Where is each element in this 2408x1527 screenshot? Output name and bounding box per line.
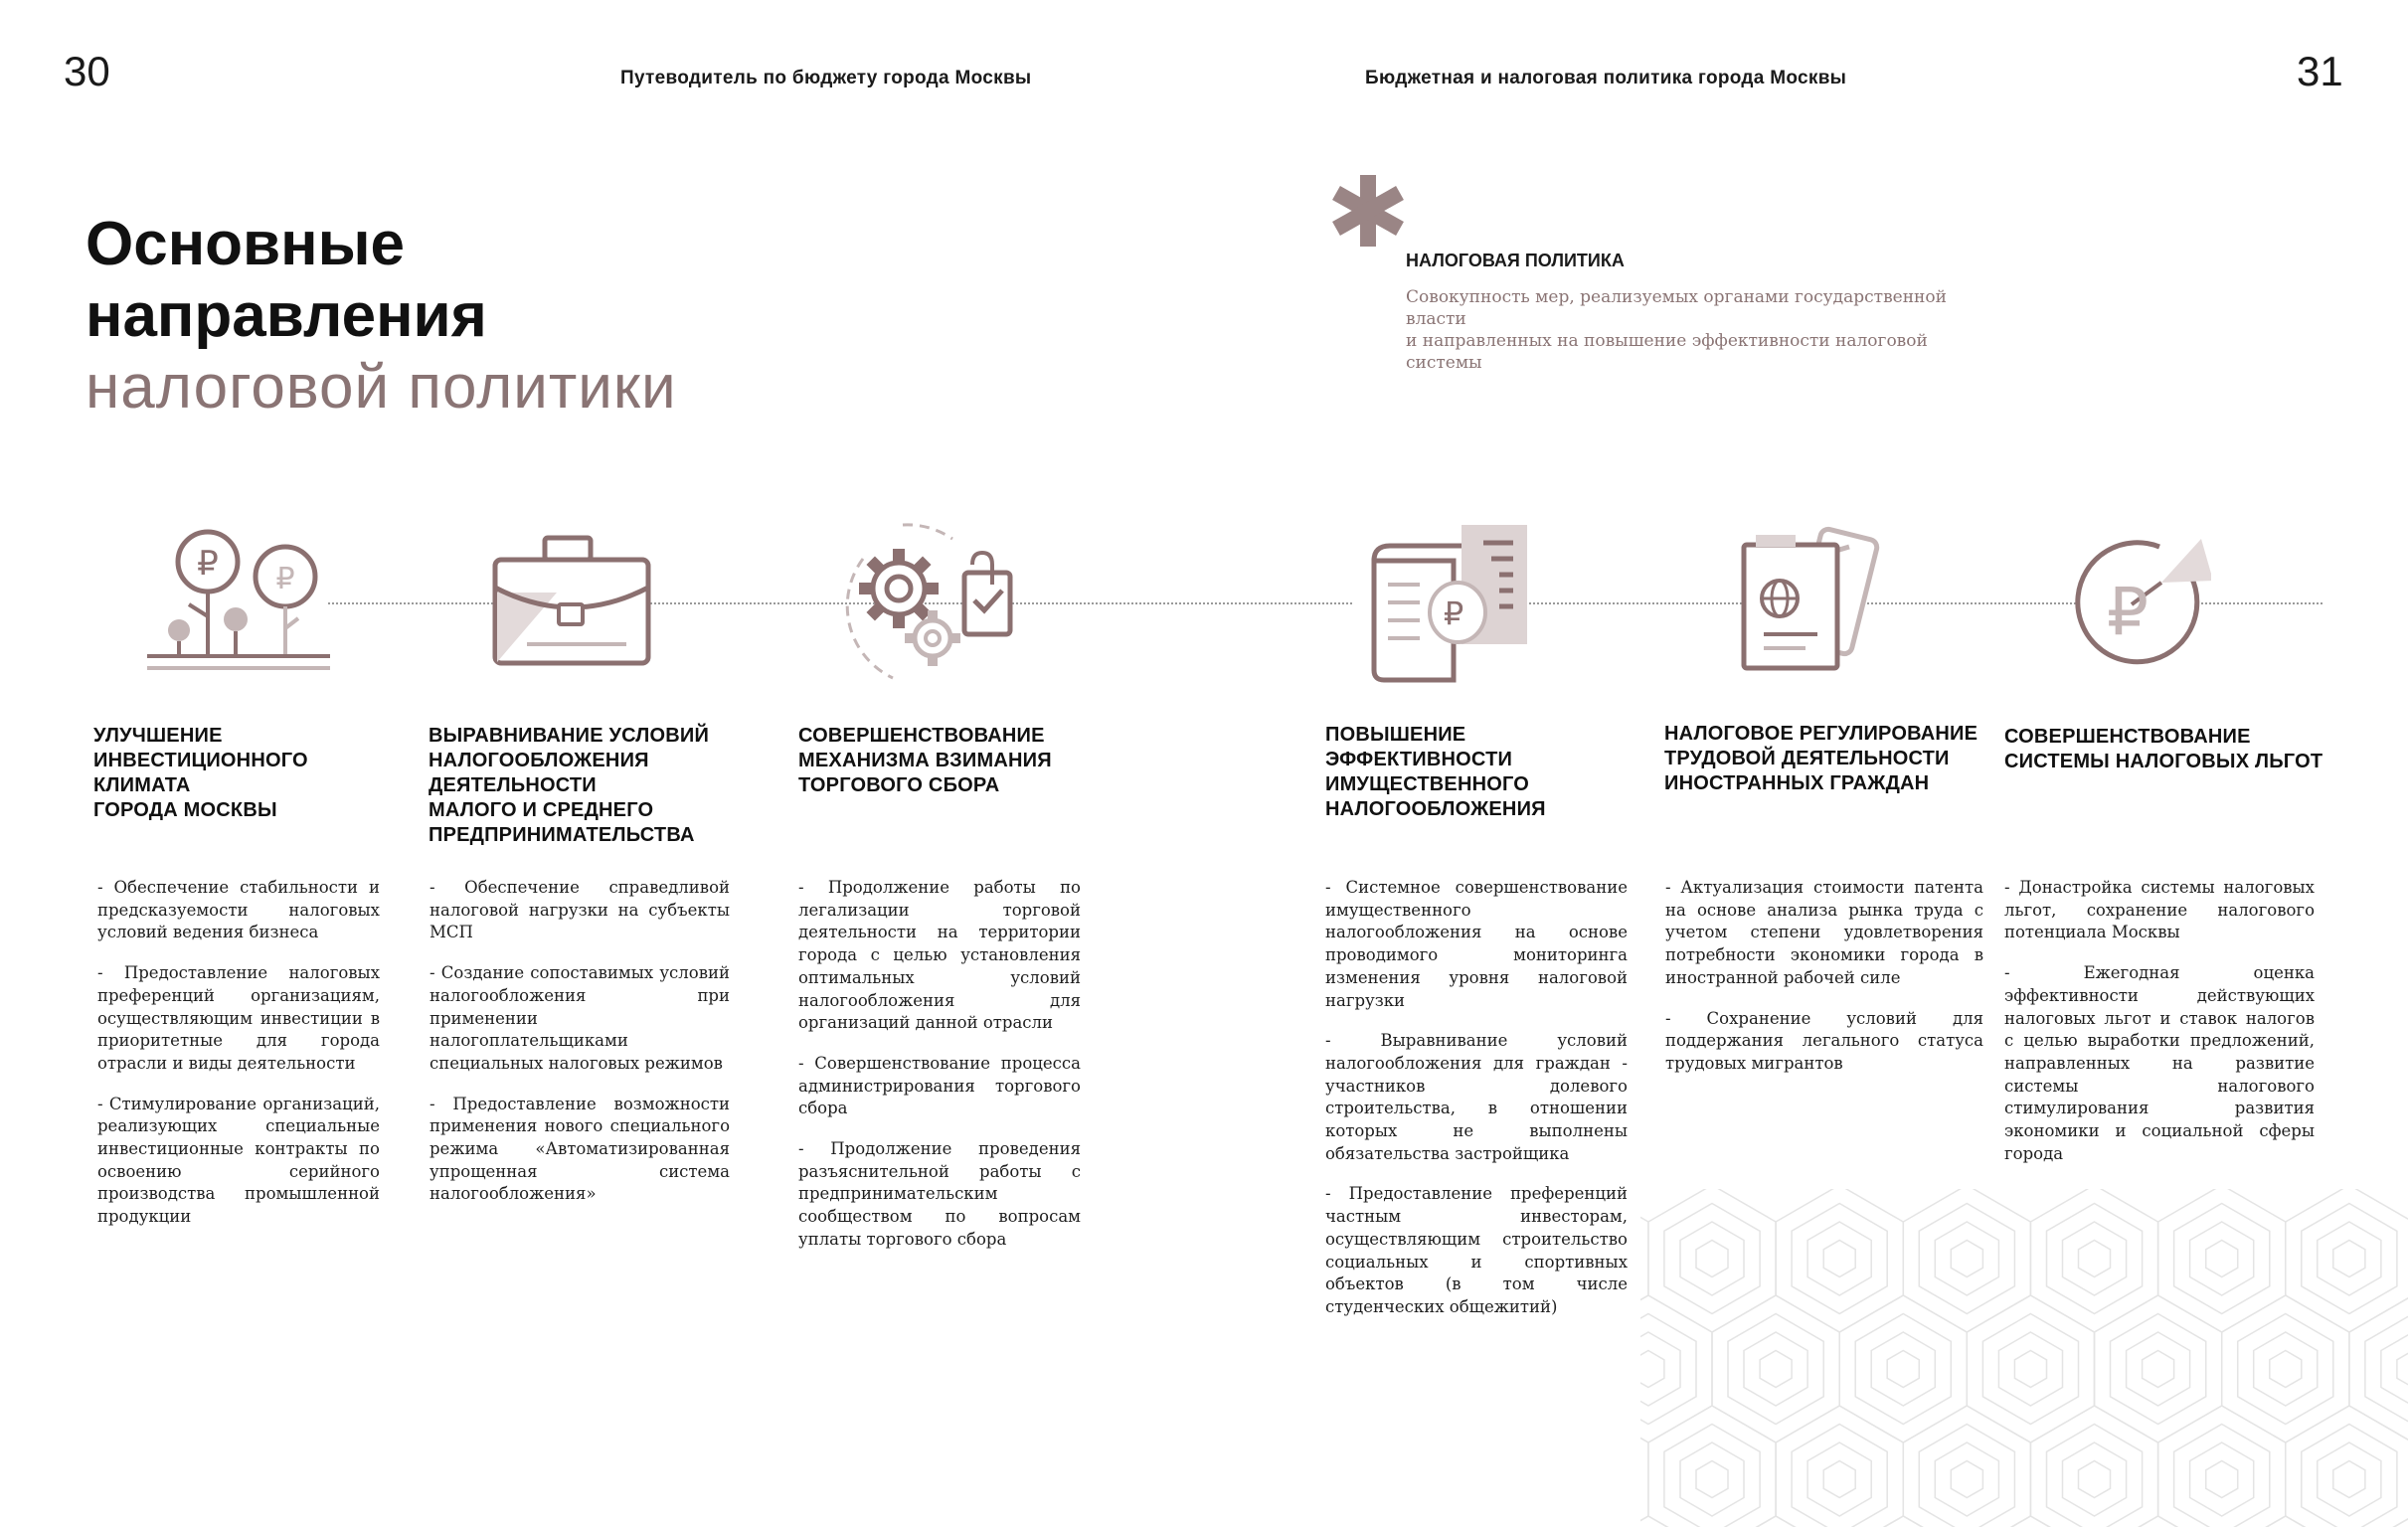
left-page-number: 30: [64, 48, 110, 94]
hexagon-ring: [1640, 1314, 1696, 1425]
hexagon-ring: [1640, 1189, 1648, 1332]
svg-text:₽: ₽: [197, 544, 219, 584]
column-1-heading-line-3: ГОРОДА МОСКВЫ: [93, 799, 277, 821]
hexagon-ring: [1648, 1189, 1776, 1332]
column-6-body: [2004, 877, 2315, 1183]
column-2-heading-line-4: МАЛОГО И СРЕДНЕГО: [429, 799, 654, 821]
hexagon-ring: [2206, 1241, 2238, 1277]
passport-ticket-icon: [1728, 523, 1887, 682]
hexagon-ring: [2381, 1332, 2408, 1406]
column-3-heading: [798, 724, 1117, 798]
hexagon-ring: [1871, 1332, 1935, 1406]
hexagon-ring: [2270, 1351, 2302, 1388]
page-title-line-1: Основные: [86, 210, 406, 278]
hexagon-ring: [2302, 1425, 2397, 1527]
hexagon-ring: [2190, 1222, 2254, 1295]
hexagon-ring: [1712, 1516, 1839, 1527]
money-tree-icon: [139, 517, 338, 676]
hexagon-ring: [1903, 1189, 2030, 1332]
hexagon-ring: [2174, 1425, 2270, 1527]
hexagon-ring: [2238, 1314, 2333, 1425]
briefcase-icon: [487, 533, 656, 672]
hexagon-ring: [1760, 1351, 1792, 1388]
hexagon-ring: [2095, 1516, 2222, 1527]
column-4-heading-line-1: ПОВЫШЕНИЕ ЭФФЕКТИВНОСТИ: [1325, 724, 1513, 770]
receipt-scroll-icon: [1362, 521, 1531, 685]
column-4-heading-line-2: ИМУЩЕСТВЕННОГО: [1325, 773, 1530, 795]
column-4-heading-line-3: НАЛОГООБЛОЖЕНИЯ: [1325, 798, 1546, 820]
hexagon-ring: [2397, 1351, 2408, 1388]
column-6-heading-line-1: СОВЕРШЕНСТВОВАНИЕ: [2004, 726, 2251, 748]
definition-text-line-1: Совокупность мер, реализуемых органами государственной власти: [1406, 287, 1947, 329]
hexagon-ring: [1744, 1332, 1807, 1406]
hexagon-ring: [1982, 1314, 2078, 1425]
hexagon-ring: [1680, 1442, 1744, 1516]
svg-text:₽: ₽: [1443, 594, 1464, 632]
hexagon-ring: [1696, 1461, 1728, 1498]
hexagon-ring: [2333, 1241, 2365, 1277]
hexagon-ring: [1887, 1351, 1919, 1388]
hexagon-ring: [1807, 1222, 1871, 1295]
ruble-pie-icon: [2062, 533, 2211, 672]
column-2-body: [430, 877, 730, 1224]
hexagon-ring: [2206, 1461, 2238, 1498]
column-2-item-1: - Обеспечение справедливой налоговой нагрузки на субъекты МСП: [430, 878, 730, 942]
hexagon-ring: [1680, 1222, 1744, 1295]
hexagon-ring: [2158, 1189, 2286, 1332]
hexagon-ring: [1712, 1295, 1839, 1442]
hexagon-ring: [1664, 1425, 1760, 1527]
column-1-heading-line-1: УЛУЧШЕНИЕ: [93, 725, 223, 747]
hexagon-ring: [1640, 1516, 1712, 1527]
hexagon-pattern-svg: [1640, 1189, 2408, 1527]
column-5-heading-line-3: ИНОСТРАННЫХ ГРАЖДАН: [1664, 772, 1930, 794]
column-5-item-1: - Актуализация стоимости патента на основе анализа рынка труда с учетом степени удовлетворения потребности экономики города в иностранной рабочей силе: [1665, 878, 1983, 987]
hexagon-ring: [2047, 1425, 2143, 1527]
hexagon-ring: [1728, 1314, 1823, 1425]
hexagon-ring: [2063, 1442, 2127, 1516]
column-3-item-1: - Продолжение работы по легализации торговой деятельности на территории города с целью установления оптимальных условий налогообложения для организаций данной отрасли: [798, 878, 1081, 1033]
hexagon-ring: [2302, 1204, 2397, 1314]
column-5-item-2: - Сохранение условий для поддержания легального статуса трудовых мигрантов: [1665, 1008, 1983, 1073]
column-1-item-1: - Обеспечение стабильности и предсказуемости налоговых условий ведения бизнеса: [97, 878, 380, 942]
column-2-item-2: - Создание сопоставимых условий налогообложения при применении налогоплательщиками специальных налоговых режимов: [430, 963, 730, 1073]
column-3-body: [798, 877, 1081, 1270]
column-1-heading: [93, 724, 402, 823]
hexagon-ring: [2222, 1516, 2349, 1527]
hexagon-ring: [2030, 1189, 2157, 1332]
hexagon-ring: [1855, 1314, 1951, 1425]
page-title: [86, 209, 487, 352]
hexagon-ring: [1640, 1351, 1664, 1388]
column-2-heading-line-1: ВЫРАВНИВАНИЕ УСЛОВИЙ: [429, 725, 710, 747]
hexagon-ring: [2254, 1332, 2318, 1406]
hexagon-ring: [1640, 1332, 1680, 1406]
column-2-heading: [429, 724, 747, 848]
hexagon-ring: [1823, 1241, 1855, 1277]
hexagon-ring: [2190, 1442, 2254, 1516]
column-6-item-2: - Ежегодная оценка эффективности действующих налоговых льгот и ставок налогов с целью выработки предложений, направленных на развитие системы налогового стимулирования развития экономики и социальной сферы города: [2004, 963, 2315, 1163]
column-2-heading-line-2: НАЛОГООБЛОЖЕНИЯ: [429, 750, 649, 771]
page-title-line-2: направления: [86, 281, 487, 350]
hexagon-ring: [2318, 1222, 2381, 1295]
column-2-heading-line-5: ПРЕДПРИНИМАТЕЛЬСТВА: [429, 824, 695, 846]
hexagon-ring: [1967, 1295, 2094, 1442]
hexagon-ring: [2079, 1461, 2111, 1498]
column-6-item-1: - Донастройка системы налоговых льгот, сохранение налогового потенциала Москвы: [2004, 878, 2315, 942]
hexagon-ring: [2095, 1295, 2222, 1442]
column-4-item-1: - Системное совершенствование имущественного налогообложения на основе проводимого мониторинга изменения уровня налоговой нагрузки: [1325, 878, 1628, 1010]
hexagon-ring: [1967, 1516, 2094, 1527]
hexagon-ring: [2143, 1351, 2174, 1388]
column-2-item-3: - Предоставление возможности применения нового специального режима «Автоматизированная упрощенная система налогообложения»: [430, 1094, 730, 1204]
hexagon-pattern: [1640, 1189, 2408, 1527]
hexagon-ring: [2079, 1241, 2111, 1277]
hexagon-ring: [1839, 1295, 1967, 1442]
column-6-heading-line-2: СИСТЕМЫ НАЛОГОВЫХ ЛЬГОТ: [2004, 751, 2323, 772]
hexagon-ring: [1998, 1332, 2062, 1406]
column-4-item-2: - Выравнивание условий налогообложения для граждан - участников долевого строительства, в отношении которых не выполнены обязательства застройщика: [1325, 1031, 1628, 1163]
column-3-item-3: - Продолжение проведения разъяснительной работы с предпринимательским сообществом по вопросам уплаты торгового сбора: [798, 1139, 1081, 1249]
column-4-body: [1325, 877, 1628, 1337]
hexagon-ring: [1823, 1461, 1855, 1498]
hexagon-ring: [1807, 1442, 1871, 1516]
hexagon-ring: [1664, 1204, 1760, 1314]
hexagon-ring: [2174, 1204, 2270, 1314]
column-4-heading: [1325, 723, 1653, 822]
hexagon-ring: [1919, 1204, 2014, 1314]
hexagon-ring: [1951, 1461, 1982, 1498]
hexagon-ring: [2365, 1314, 2408, 1425]
hexagon-ring: [2333, 1461, 2365, 1498]
hexagon-ring: [1792, 1425, 1887, 1527]
hexagon-ring: [1935, 1442, 1998, 1516]
column-5-heading-line-2: ТРУДОВОЙ ДЕЯТЕЛЬНОСТИ: [1664, 748, 1950, 769]
column-3-heading-line-3: ТОРГОВОГО СБОРА: [798, 774, 1000, 796]
page-subtitle: налоговой политики: [86, 353, 677, 422]
definition-term: НАЛОГОВАЯ ПОЛИТИКА: [1406, 251, 1625, 270]
gears-checklist-icon: [833, 519, 1032, 688]
column-1-item-3: - Стимулирование организаций, реализующих специальные инвестиционные контракты по освоению серийного производства промышленной продукции: [97, 1094, 380, 1227]
hexagon-ring: [1919, 1425, 2014, 1527]
right-page-number: 31: [2297, 48, 2343, 94]
svg-text:₽: ₽: [275, 562, 295, 596]
hexagon-ring: [2222, 1295, 2349, 1442]
right-running-title: Бюджетная и налоговая политика города Москвы: [1365, 68, 1847, 88]
svg-text:₽: ₽: [2107, 574, 2149, 650]
column-6-heading: [2004, 725, 2332, 774]
hexagon-ring: [1696, 1241, 1728, 1277]
hexagon-ring: [2111, 1314, 2206, 1425]
hexagon-ring: [1792, 1204, 1887, 1314]
hexagon-ring: [1776, 1189, 1903, 1332]
column-1-heading-line-2: ИНВЕСТИЦИОННОГО КЛИМАТА: [93, 750, 308, 796]
column-1-body: [97, 877, 380, 1247]
hexagon-ring: [2127, 1332, 2190, 1406]
asterisk-icon: [1328, 171, 1408, 255]
column-4-item-3: - Предоставление преференций частным инвесторам, осуществляющим строительство социальных и спортивных объектов (в том числе студенческих общежитий): [1325, 1184, 1628, 1316]
hexagon-ring: [1640, 1295, 1712, 1442]
hexagon-ring: [1839, 1516, 1967, 1527]
column-5-heading: [1664, 722, 1992, 796]
column-3-item-2: - Совершенствование процесса администрирования торгового сбора: [798, 1053, 1081, 1118]
column-2-heading-line-3: ДЕЯТЕЛЬНОСТИ: [429, 774, 597, 796]
column-5-heading-line-1: НАЛОГОВОЕ РЕГУЛИРОВАНИЕ: [1664, 723, 1978, 745]
column-1-item-2: - Предоставление налоговых преференций организациям, осуществляющим инвестиции в приоритетные для города отрасли и виды деятельности: [97, 963, 380, 1073]
definition-text-line-2: и направленных на повышение эффективности налоговой системы: [1406, 331, 1928, 373]
column-5-body: [1665, 877, 1983, 1094]
hexagon-ring: [2349, 1295, 2408, 1442]
hexagon-ring: [2063, 1222, 2127, 1295]
hexagon-ring: [1951, 1241, 1982, 1277]
definition-text: [1406, 286, 2002, 374]
column-3-heading-line-2: МЕХАНИЗМА ВЗИМАНИЯ: [798, 750, 1052, 771]
hexagon-ring: [1935, 1222, 1998, 1295]
hexagon-ring: [2014, 1351, 2046, 1388]
hexagon-ring: [2047, 1204, 2143, 1314]
left-running-title: Путеводитель по бюджету города Москвы: [620, 68, 1032, 88]
hexagon-ring: [2318, 1442, 2381, 1516]
column-3-heading-line-1: СОВЕРШЕНСТВОВАНИЕ: [798, 725, 1045, 747]
hexagon-ring: [2286, 1189, 2408, 1332]
